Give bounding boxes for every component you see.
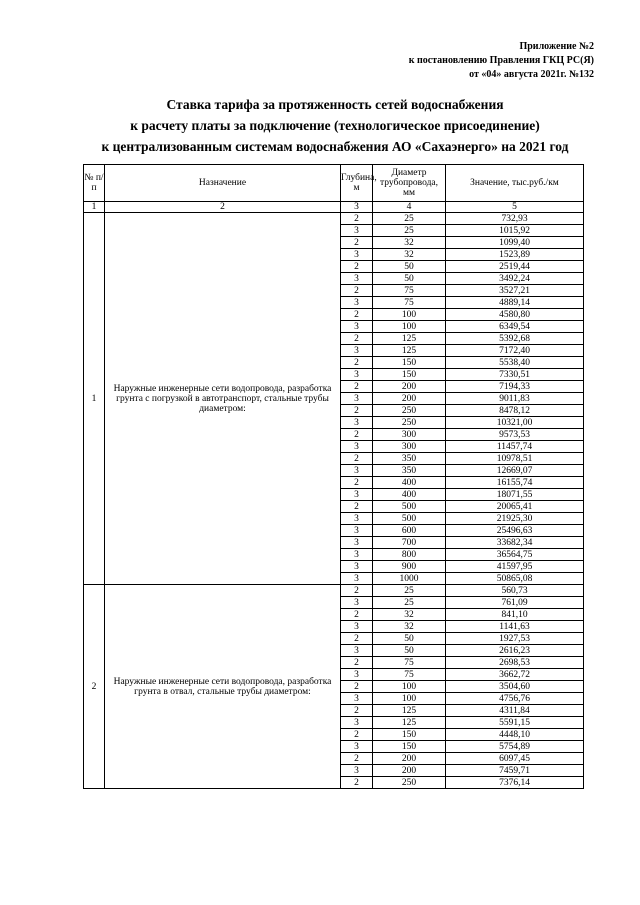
depth-cell: 3 — [341, 741, 373, 753]
diameter-cell: 32 — [373, 609, 446, 621]
diameter-cell: 100 — [373, 693, 446, 705]
depth-cell: 2 — [341, 237, 373, 249]
depth-cell: 2 — [341, 213, 373, 225]
value-cell: 16155,74 — [446, 477, 584, 489]
depth-cell: 2 — [341, 609, 373, 621]
depth-cell: 3 — [341, 537, 373, 549]
value-cell: 5754,89 — [446, 741, 584, 753]
row-number-cell: 1 — [84, 213, 105, 585]
diameter-cell: 25 — [373, 225, 446, 237]
diameter-cell: 250 — [373, 417, 446, 429]
diameter-cell: 32 — [373, 621, 446, 633]
diameter-cell: 25 — [373, 597, 446, 609]
depth-cell: 3 — [341, 693, 373, 705]
depth-cell: 3 — [341, 321, 373, 333]
diameter-cell: 75 — [373, 297, 446, 309]
depth-cell: 2 — [341, 261, 373, 273]
diameter-cell: 300 — [373, 441, 446, 453]
column-number: 4 — [373, 202, 446, 213]
diameter-cell: 50 — [373, 633, 446, 645]
value-cell: 4889,14 — [446, 297, 584, 309]
depth-cell: 2 — [341, 453, 373, 465]
diameter-cell: 50 — [373, 645, 446, 657]
depth-cell: 3 — [341, 393, 373, 405]
diameter-cell: 25 — [373, 213, 446, 225]
value-cell: 4448,10 — [446, 729, 584, 741]
appendix-line-2: к постановлению Правления ГКЦ РС(Я) — [408, 55, 594, 66]
diameter-cell: 100 — [373, 321, 446, 333]
diameter-cell: 150 — [373, 369, 446, 381]
value-cell: 50865,08 — [446, 573, 584, 585]
depth-cell: 2 — [341, 585, 373, 597]
value-cell: 20065,41 — [446, 501, 584, 513]
column-header: № п/п — [84, 165, 105, 202]
value-cell: 6097,45 — [446, 753, 584, 765]
value-cell: 7172,40 — [446, 345, 584, 357]
diameter-cell: 200 — [373, 393, 446, 405]
depth-cell: 2 — [341, 657, 373, 669]
diameter-cell: 900 — [373, 561, 446, 573]
depth-cell: 3 — [341, 273, 373, 285]
diameter-cell: 100 — [373, 681, 446, 693]
depth-cell: 2 — [341, 753, 373, 765]
value-cell: 732,93 — [446, 213, 584, 225]
diameter-cell: 500 — [373, 501, 446, 513]
value-cell: 9573,53 — [446, 429, 584, 441]
depth-cell: 3 — [341, 249, 373, 261]
value-cell: 9011,83 — [446, 393, 584, 405]
value-cell: 11457,74 — [446, 441, 584, 453]
appendix-line-1: Приложение №2 — [519, 41, 594, 52]
column-header: Назначение — [105, 165, 341, 202]
diameter-cell: 75 — [373, 669, 446, 681]
value-cell: 5591,15 — [446, 717, 584, 729]
value-cell: 5538,40 — [446, 357, 584, 369]
diameter-cell: 250 — [373, 405, 446, 417]
column-number: 1 — [84, 202, 105, 213]
diameter-cell: 50 — [373, 273, 446, 285]
diameter-cell: 600 — [373, 525, 446, 537]
diameter-cell: 75 — [373, 285, 446, 297]
document-title — [60, 94, 610, 157]
depth-cell: 3 — [341, 465, 373, 477]
value-cell: 3504,60 — [446, 681, 584, 693]
value-cell: 3492,24 — [446, 273, 584, 285]
table-header-row — [84, 165, 584, 202]
diameter-cell: 32 — [373, 237, 446, 249]
column-header: Диаметр трубопровода, мм — [373, 165, 446, 202]
value-cell: 21925,30 — [446, 513, 584, 525]
diameter-cell: 125 — [373, 333, 446, 345]
diameter-cell: 50 — [373, 261, 446, 273]
title-line-2: к расчету платы за подключение (технологическое присоединение) — [130, 118, 540, 133]
value-cell: 1099,40 — [446, 237, 584, 249]
value-cell: 7194,33 — [446, 381, 584, 393]
depth-cell: 3 — [341, 621, 373, 633]
depth-cell: 2 — [341, 285, 373, 297]
value-cell: 41597,95 — [446, 561, 584, 573]
diameter-cell: 800 — [373, 549, 446, 561]
value-cell: 10978,51 — [446, 453, 584, 465]
title-line-1: Ставка тарифа за протяженность сетей водоснабжения — [166, 97, 504, 112]
value-cell: 8478,12 — [446, 405, 584, 417]
depth-cell: 2 — [341, 729, 373, 741]
value-cell: 36564,75 — [446, 549, 584, 561]
purpose-cell: Наружные инженерные сети водопровода, разработка грунта с погрузкой в автотранспорт, стальные трубы диаметром: — [105, 213, 341, 585]
depth-cell: 3 — [341, 573, 373, 585]
value-cell: 1927,53 — [446, 633, 584, 645]
diameter-cell: 25 — [373, 585, 446, 597]
depth-cell: 2 — [341, 477, 373, 489]
depth-cell: 2 — [341, 357, 373, 369]
depth-cell: 2 — [341, 405, 373, 417]
row-number-cell: 2 — [84, 585, 105, 789]
title-line-3: к централизованным системам водоснабжения АО «Сахаэнерго» на 2021 год — [101, 139, 569, 154]
diameter-cell: 400 — [373, 489, 446, 501]
value-cell: 33682,34 — [446, 537, 584, 549]
depth-cell: 2 — [341, 777, 373, 789]
diameter-cell: 250 — [373, 777, 446, 789]
diameter-cell: 150 — [373, 357, 446, 369]
diameter-cell: 300 — [373, 429, 446, 441]
depth-cell: 2 — [341, 309, 373, 321]
value-cell: 3527,21 — [446, 285, 584, 297]
diameter-cell: 400 — [373, 477, 446, 489]
depth-cell: 3 — [341, 345, 373, 357]
diameter-cell: 350 — [373, 453, 446, 465]
depth-cell: 3 — [341, 597, 373, 609]
depth-cell: 2 — [341, 633, 373, 645]
value-cell: 4756,76 — [446, 693, 584, 705]
appendix-header — [409, 40, 594, 82]
depth-cell: 2 — [341, 681, 373, 693]
value-cell: 560,73 — [446, 585, 584, 597]
diameter-cell: 200 — [373, 765, 446, 777]
value-cell: 841,10 — [446, 609, 584, 621]
diameter-cell: 200 — [373, 753, 446, 765]
table-row — [84, 213, 584, 225]
depth-cell: 2 — [341, 333, 373, 345]
value-cell: 4580,80 — [446, 309, 584, 321]
column-header: Глубина, м — [341, 165, 373, 202]
value-cell: 12669,07 — [446, 465, 584, 477]
depth-cell: 3 — [341, 417, 373, 429]
value-cell: 10321,00 — [446, 417, 584, 429]
depth-cell: 3 — [341, 369, 373, 381]
depth-cell: 3 — [341, 765, 373, 777]
value-cell: 18071,55 — [446, 489, 584, 501]
value-cell: 2698,53 — [446, 657, 584, 669]
depth-cell: 2 — [341, 705, 373, 717]
diameter-cell: 125 — [373, 705, 446, 717]
diameter-cell: 200 — [373, 381, 446, 393]
diameter-cell: 1000 — [373, 573, 446, 585]
depth-cell: 2 — [341, 501, 373, 513]
diameter-cell: 125 — [373, 717, 446, 729]
depth-cell: 2 — [341, 381, 373, 393]
column-header: Значение, тыс.руб./км — [446, 165, 584, 202]
value-cell: 7376,14 — [446, 777, 584, 789]
depth-cell: 2 — [341, 429, 373, 441]
value-cell: 1523,89 — [446, 249, 584, 261]
value-cell: 4311,84 — [446, 705, 584, 717]
appendix-line-3: от «04» августа 2021г. №132 — [469, 69, 594, 80]
depth-cell: 3 — [341, 441, 373, 453]
value-cell: 3662,72 — [446, 669, 584, 681]
value-cell: 2616,23 — [446, 645, 584, 657]
diameter-cell: 350 — [373, 465, 446, 477]
purpose-cell: Наружные инженерные сети водопровода, разработка грунта в отвал, стальные трубы диаметром: — [105, 585, 341, 789]
column-number: 2 — [105, 202, 341, 213]
value-cell: 7459,71 — [446, 765, 584, 777]
depth-cell: 3 — [341, 669, 373, 681]
value-cell: 761,09 — [446, 597, 584, 609]
tariff-table — [83, 164, 584, 789]
depth-cell: 3 — [341, 645, 373, 657]
depth-cell: 3 — [341, 561, 373, 573]
diameter-cell: 125 — [373, 345, 446, 357]
depth-cell: 3 — [341, 489, 373, 501]
diameter-cell: 100 — [373, 309, 446, 321]
diameter-cell: 700 — [373, 537, 446, 549]
depth-cell: 3 — [341, 225, 373, 237]
depth-cell: 3 — [341, 297, 373, 309]
diameter-cell: 500 — [373, 513, 446, 525]
depth-cell: 3 — [341, 717, 373, 729]
diameter-cell: 32 — [373, 249, 446, 261]
value-cell: 6349,54 — [446, 321, 584, 333]
depth-cell: 3 — [341, 513, 373, 525]
diameter-cell: 75 — [373, 657, 446, 669]
value-cell: 1141,63 — [446, 621, 584, 633]
column-number-row — [84, 202, 584, 213]
depth-cell: 3 — [341, 525, 373, 537]
table-row — [84, 585, 584, 597]
diameter-cell: 150 — [373, 741, 446, 753]
column-number: 5 — [446, 202, 584, 213]
column-number: 3 — [341, 202, 373, 213]
value-cell: 5392,68 — [446, 333, 584, 345]
table-body — [84, 213, 584, 789]
value-cell: 7330,51 — [446, 369, 584, 381]
value-cell: 2519,44 — [446, 261, 584, 273]
diameter-cell: 150 — [373, 729, 446, 741]
value-cell: 1015,92 — [446, 225, 584, 237]
value-cell: 25496,63 — [446, 525, 584, 537]
depth-cell: 3 — [341, 549, 373, 561]
